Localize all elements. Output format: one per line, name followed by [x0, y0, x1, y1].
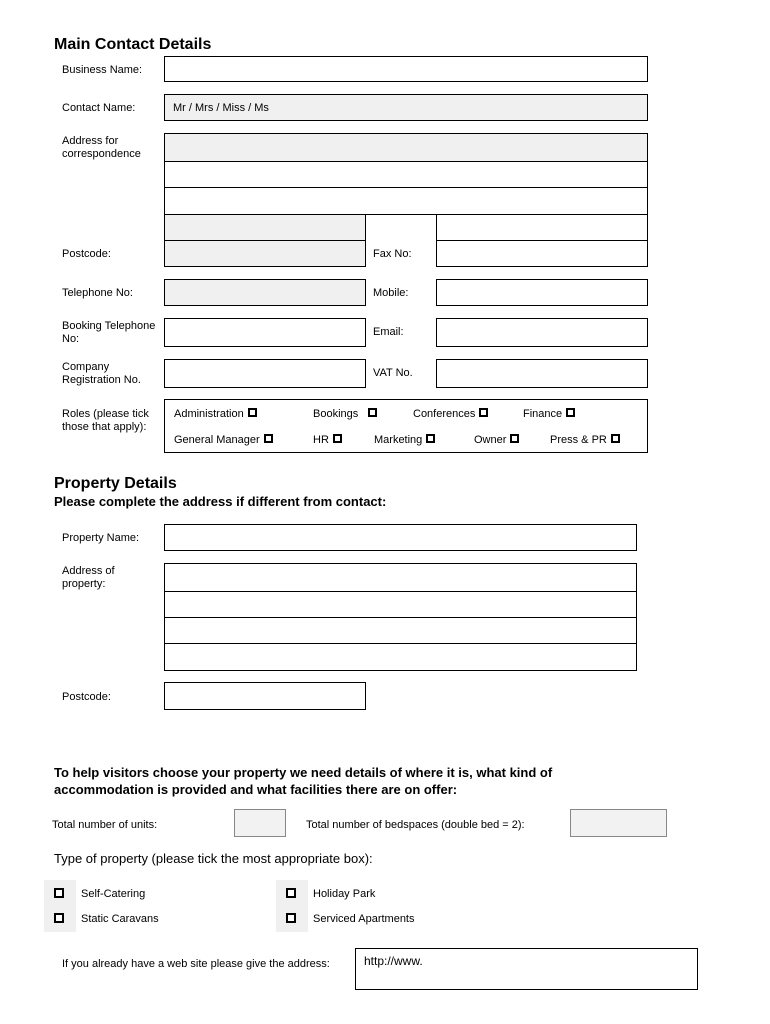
checkbox-icon[interactable]	[566, 408, 575, 417]
mobile-field[interactable]	[436, 279, 648, 306]
property-address-line-1[interactable]	[164, 563, 637, 592]
role-label: Marketing	[374, 434, 423, 446]
serviced-apartments-label: Serviced Apartments	[313, 913, 415, 925]
website-field[interactable]	[355, 948, 698, 990]
company-registration-label: Company Registration No.	[62, 361, 141, 386]
checkbox-icon[interactable]	[368, 408, 377, 417]
checkbox-icon[interactable]	[479, 408, 488, 417]
contact-name-value: Mr / Mrs / Miss / Ms	[173, 102, 269, 114]
property-postcode-field[interactable]	[164, 682, 366, 710]
website-value: http://www.	[364, 954, 423, 968]
property-address-line-4[interactable]	[164, 643, 637, 671]
postcode-field[interactable]	[164, 240, 366, 267]
self-catering-checkbox[interactable]	[54, 888, 64, 898]
contact-name-field[interactable]	[164, 94, 648, 121]
vat-label: VAT No.	[373, 367, 413, 379]
address-line-1[interactable]	[164, 133, 648, 162]
main-contact-heading: Main Contact Details	[54, 36, 212, 53]
static-caravans-checkbox[interactable]	[54, 913, 64, 923]
booking-telephone-field[interactable]	[164, 318, 366, 347]
email-label: Email:	[373, 326, 404, 338]
fax-field[interactable]	[436, 240, 648, 267]
property-details-subheading: Please complete the address if different from contact:	[54, 494, 387, 509]
serviced-apartments-checkbox[interactable]	[286, 913, 296, 923]
role-label: Owner	[474, 434, 507, 446]
role-owner[interactable]	[474, 434, 519, 446]
email-field[interactable]	[436, 318, 648, 347]
role-conferences[interactable]	[413, 408, 488, 420]
role-finance[interactable]	[523, 408, 575, 420]
checkbox-icon[interactable]	[248, 408, 257, 417]
address-line-2[interactable]	[164, 161, 648, 188]
holiday-park-label: Holiday Park	[313, 888, 376, 900]
property-name-field[interactable]	[164, 524, 637, 551]
checkbox-icon[interactable]	[264, 434, 273, 443]
website-label: If you already have a web site please give the address:	[62, 958, 330, 970]
mobile-label: Mobile:	[373, 287, 409, 299]
role-press-pr[interactable]	[550, 434, 620, 446]
property-type-label: Type of property (please tick the most appropriate box):	[54, 851, 373, 866]
role-bookings[interactable]	[313, 408, 377, 420]
role-label: Bookings	[313, 408, 359, 420]
address-label: Address for correspondence	[62, 135, 141, 160]
contact-name-label: Contact Name:	[62, 102, 136, 114]
role-label: Finance	[523, 408, 563, 420]
booking-telephone-label: Booking Telephone No:	[62, 320, 156, 345]
roles-label: Roles (please tick those that apply):	[62, 408, 149, 433]
role-label: Press & PR	[550, 434, 607, 446]
static-caravans-label: Static Caravans	[81, 913, 159, 925]
units-field[interactable]	[234, 809, 286, 837]
checkbox-icon[interactable]	[426, 434, 435, 443]
units-label: Total number of units:	[52, 819, 158, 831]
role-label: Administration	[174, 408, 244, 420]
facilities-intro: To help visitors choose your property we need details of where it is, what kind of accommodation is provided and what facilities there are on offer:	[54, 765, 553, 797]
property-address-line-2[interactable]	[164, 591, 637, 618]
property-address-label: Address of property:	[62, 565, 115, 590]
roles-box	[164, 399, 648, 453]
telephone-field[interactable]	[164, 279, 366, 306]
checkbox-icon[interactable]	[333, 434, 342, 443]
business-name-field[interactable]	[164, 56, 648, 82]
postcode-label: Postcode:	[62, 248, 111, 260]
role-label: Conferences	[413, 408, 476, 420]
bedspaces-field[interactable]	[570, 809, 667, 837]
address-line-3[interactable]	[164, 187, 648, 215]
bedspaces-label: Total number of bedspaces (double bed = 2):	[306, 819, 525, 831]
role-hr[interactable]	[313, 434, 342, 446]
property-name-label: Property Name:	[62, 532, 140, 544]
property-details-heading: Property Details	[54, 475, 177, 492]
self-catering-label: Self-Catering	[81, 888, 146, 900]
checkbox-icon[interactable]	[611, 434, 620, 443]
holiday-park-checkbox[interactable]	[286, 888, 296, 898]
role-administration[interactable]	[174, 408, 257, 420]
checkbox-icon[interactable]	[510, 434, 519, 443]
company-registration-field[interactable]	[164, 359, 366, 388]
telephone-label: Telephone No:	[62, 287, 133, 299]
business-name-label: Business Name:	[62, 64, 143, 76]
property-address-line-3[interactable]	[164, 617, 637, 644]
fax-label: Fax No:	[373, 248, 412, 260]
role-marketing[interactable]	[374, 434, 435, 446]
role-general-manager[interactable]	[174, 434, 273, 446]
role-label: HR	[313, 434, 329, 446]
vat-field[interactable]	[436, 359, 648, 388]
address-line-4-right[interactable]	[436, 214, 648, 241]
role-label: General Manager	[174, 434, 260, 446]
address-line-4[interactable]	[164, 214, 366, 241]
property-postcode-label: Postcode:	[62, 691, 111, 703]
